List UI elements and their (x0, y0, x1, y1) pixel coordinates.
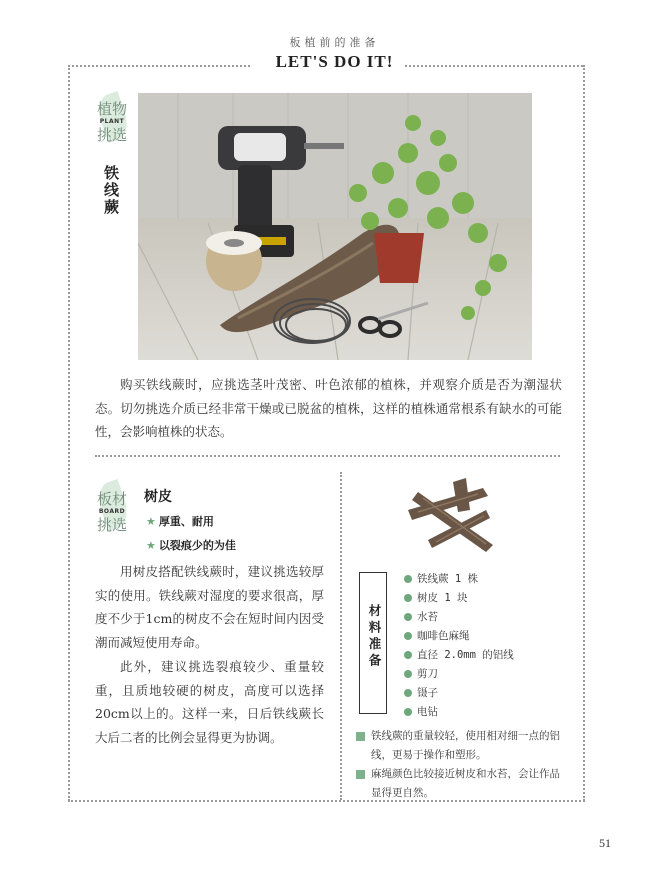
feature-item (146, 537, 236, 553)
plant-description: 购买铁线蕨时，应挑选茎叶茂密、叶色浓郁的植株，并观察介质是否为潮湿状态。切勿挑选介质已经非常干燥或已脱盆的植株，这样的植株通常根系有缺水的可能性，会影响植株的状态。 (95, 377, 562, 439)
bullet-icon (404, 670, 412, 678)
page-number: 51 (599, 836, 611, 850)
plant-tag (94, 100, 130, 144)
bark-sticks-icon (398, 470, 503, 565)
list-item: 镊子 (404, 684, 574, 703)
bark-photo (398, 470, 503, 565)
star-icon: ★ (146, 539, 156, 552)
bullet-icon (404, 689, 412, 697)
plant-name: 铁线蕨 (102, 165, 120, 216)
section-divider (95, 455, 560, 457)
photo-illustration (138, 93, 532, 360)
note-item (356, 765, 566, 803)
product-photo (138, 93, 532, 360)
feature-label: 厚重、耐用 (158, 515, 214, 528)
list-item: 咖啡色麻绳 (404, 627, 574, 646)
bullet-icon (404, 594, 412, 602)
list-item: 剪刀 (404, 665, 574, 684)
header-title: LET'S DO IT! (275, 52, 394, 71)
plant-tag-line1: 植物 (96, 100, 127, 118)
plant-tag-en: PLANT (99, 118, 125, 125)
list-item: 电钻 (404, 703, 574, 722)
bullet-icon (404, 651, 412, 659)
list-item: 直径 2.0mm 的铝线 (404, 646, 574, 665)
note-text: 铁线蕨的重量较轻，使用相对细一点的铝线，更易于操作和塑形。 (371, 730, 560, 761)
feature-label: 以裂痕少的为佳 (158, 539, 236, 552)
note-bullet-icon (356, 770, 365, 779)
board-tag-line1: 板材 (96, 490, 127, 508)
twine-spool-icon (206, 231, 262, 291)
column-divider (340, 472, 342, 800)
frame-top-left (68, 65, 250, 67)
star-icon: ★ (146, 515, 156, 528)
board-tag (94, 490, 130, 534)
note-bullet-icon (356, 732, 365, 741)
list-item: 铁线蕨 1 株 (404, 570, 574, 589)
note-item (356, 727, 566, 765)
board-paragraph-2: 此外，建议挑选裂痕较少、重量较重，且质地较硬的树皮，高度可以选择20cm以上的。这样一来，日后铁线蕨长大后二者的比例会显得更为协调。 (95, 659, 324, 745)
materials-list (404, 570, 574, 722)
list-item: 树皮 1 块 (404, 589, 574, 608)
feature-item (146, 513, 214, 529)
note-text: 麻绳颜色比较接近树皮和水苔，会让作品显得更自然。 (371, 768, 560, 799)
frame-left (68, 65, 70, 801)
materials-label: 材料准备 (367, 604, 382, 670)
bullet-icon (404, 632, 412, 640)
frame-top-right (405, 65, 583, 67)
list-item: 水苔 (404, 608, 574, 627)
board-tag-en: BOARD (98, 508, 126, 515)
board-tag-line2: 挑选 (96, 516, 127, 534)
board-paragraph-1: 用树皮搭配铁线蕨时，建议挑选较厚实的使用。铁线蕨对湿度的要求很高，厚度不少于1cm的树皮不会在短时间内因受潮而减短使用寿命。 (95, 564, 324, 650)
board-name: 树皮 (144, 489, 172, 505)
header-subtitle: 板植前的准备 (289, 36, 380, 49)
bullet-icon (404, 613, 412, 621)
frame-right (583, 65, 585, 801)
bullet-icon (404, 708, 412, 716)
bullet-icon (404, 575, 412, 583)
plant-tag-line2: 挑选 (96, 126, 127, 144)
